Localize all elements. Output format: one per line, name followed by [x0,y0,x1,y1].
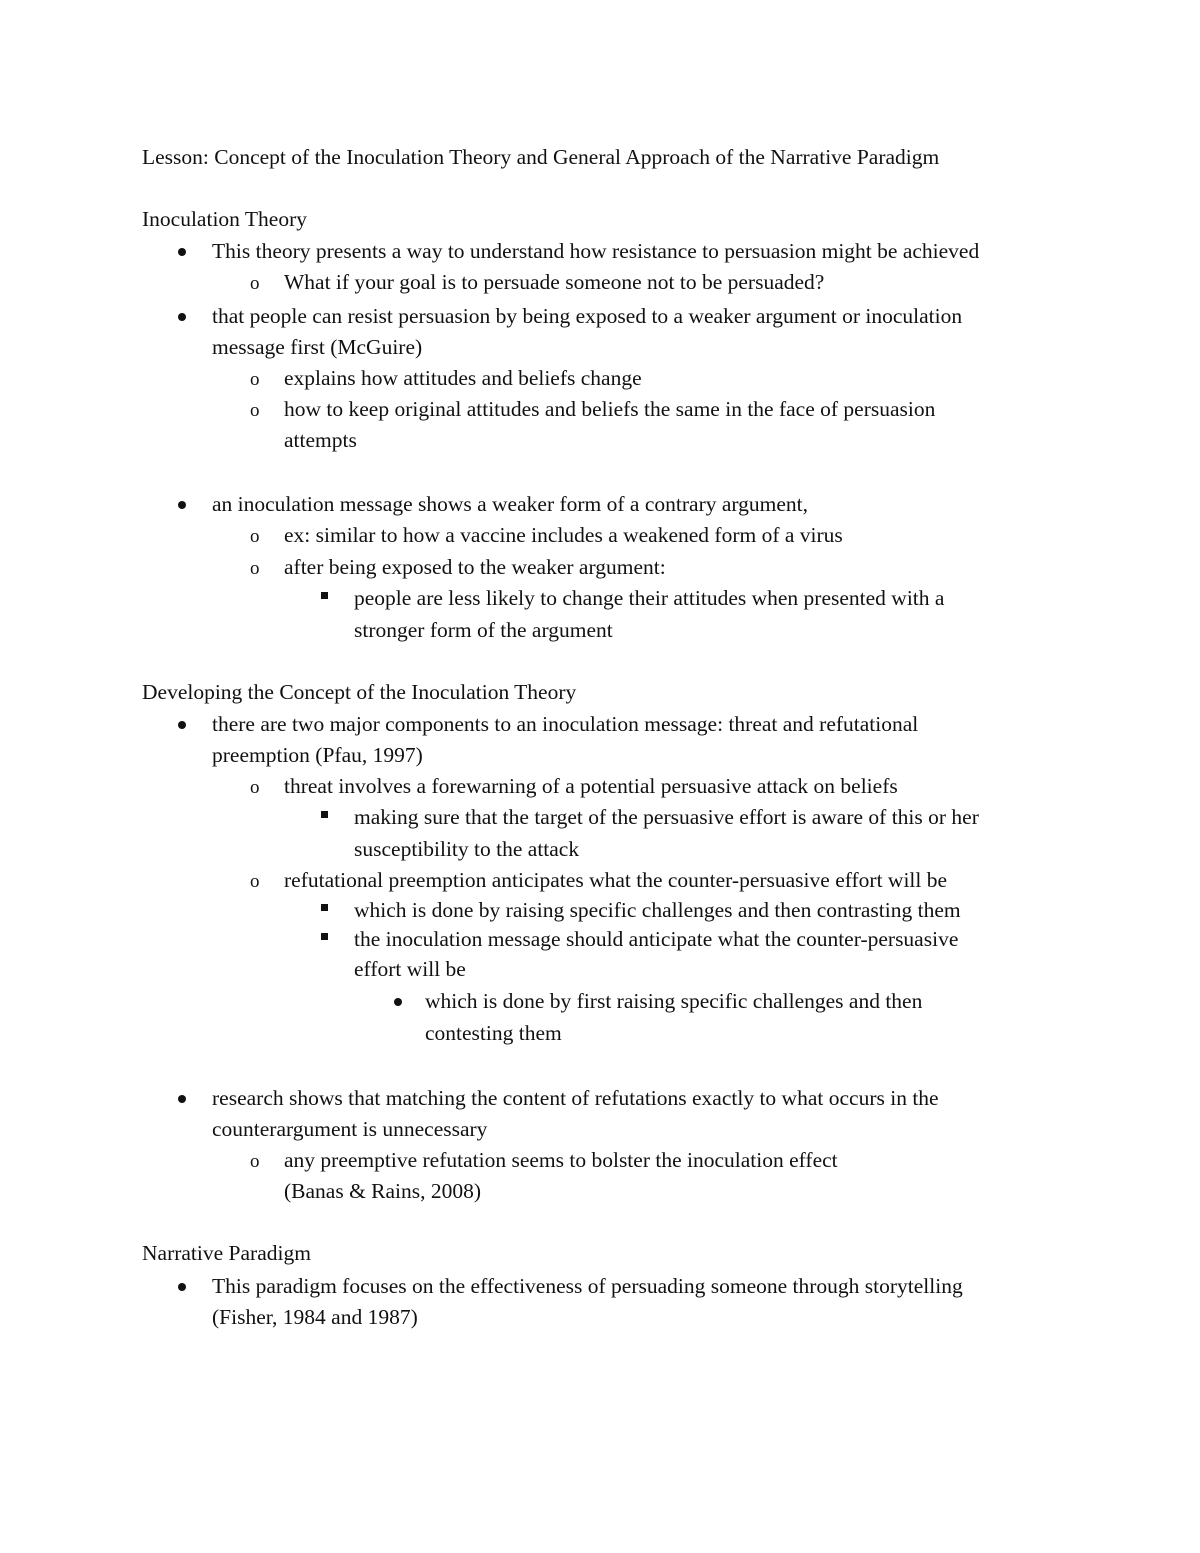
list-item-text: counterargument is unnecessary [212,1117,488,1141]
list-item-text: (Fisher, 1984 and 1987) [212,1305,418,1329]
bullet-circle-icon: o [250,526,260,547]
bullet-dot-icon [178,1095,186,1103]
list-item-text: message first (McGuire) [212,335,423,359]
list-item-text: attempts [284,428,357,452]
bullet-dot-icon [178,313,186,321]
bullet-circle-icon: o [250,273,260,294]
section-heading-developing-concept: Developing the Concept of the Inoculation Theory [142,680,577,704]
bullet-dot-icon [178,248,186,256]
list-item-text: effort will be [354,957,466,981]
bullet-square-icon [321,933,328,940]
bullet-circle-icon: o [250,871,260,892]
list-item-text: the inoculation message should anticipate what the counter-persuasive [354,927,959,951]
list-item-text: after being exposed to the weaker argument: [284,555,666,579]
bullet-circle-icon: o [250,777,260,798]
bullet-dot-icon [178,1283,186,1291]
bullet-square-icon [321,904,328,911]
list-item-text: how to keep original attitudes and beliefs the same in the face of persuasion [284,397,936,421]
list-item-text: This paradigm focuses on the effectiveness of persuading someone through storytelling [212,1274,963,1298]
list-item-text: stronger form of the argument [354,618,613,642]
bullet-square-icon [321,592,328,599]
list-item-text: that people can resist persuasion by being exposed to a weaker argument or inoculation [212,304,963,328]
list-item-text: (Banas & Rains, 2008) [284,1179,482,1203]
bullet-circle-icon: o [250,400,260,421]
list-item-text: threat involves a forewarning of a potential persuasive attack on beliefs [284,774,898,798]
list-item-text: susceptibility to the attack [354,837,580,861]
list-item-text: preemption (Pfau, 1997) [212,743,423,767]
list-item-text: people are less likely to change their attitudes when presented with a [354,586,945,610]
list-item-text: This theory presents a way to understand how resistance to persuasion might be achieved [212,239,980,263]
list-item-text: What if your goal is to persuade someone not to be persuaded? [284,270,825,294]
list-item-text: making sure that the target of the persuasive effort is aware of this or her [354,805,979,829]
section-heading-inoculation-theory: Inoculation Theory [142,207,307,231]
bullet-dot-icon [394,998,402,1006]
bullet-circle-icon: o [250,558,260,579]
bullet-circle-icon: o [250,369,260,390]
lesson-title: Lesson: Concept of the Inoculation Theory and General Approach of the Narrative Paradigm [142,145,940,169]
bullet-dot-icon [178,501,186,509]
list-item-text: explains how attitudes and beliefs change [284,366,642,390]
list-item-text: research shows that matching the content of refutations exactly to what occurs in the [212,1086,939,1110]
list-item-text: an inoculation message shows a weaker form of a contrary argument, [212,492,809,516]
list-item-text: contesting them [425,1021,562,1045]
list-item-text: there are two major components to an inoculation message: threat and refutational [212,712,919,736]
list-item-text: which is done by first raising specific challenges and then [425,989,923,1013]
list-item-text: any preemptive refutation seems to bolster the inoculation effect [284,1148,838,1172]
bullet-square-icon [321,811,328,818]
bullet-circle-icon: o [250,1151,260,1172]
section-heading-narrative-paradigm: Narrative Paradigm [142,1241,311,1265]
list-item-text: which is done by raising specific challenges and then contrasting them [354,898,961,922]
list-item-text: ex: similar to how a vaccine includes a weakened form of a virus [284,523,843,547]
list-item-text: refutational preemption anticipates what the counter-persuasive effort will be [284,868,948,892]
bullet-dot-icon [178,721,186,729]
